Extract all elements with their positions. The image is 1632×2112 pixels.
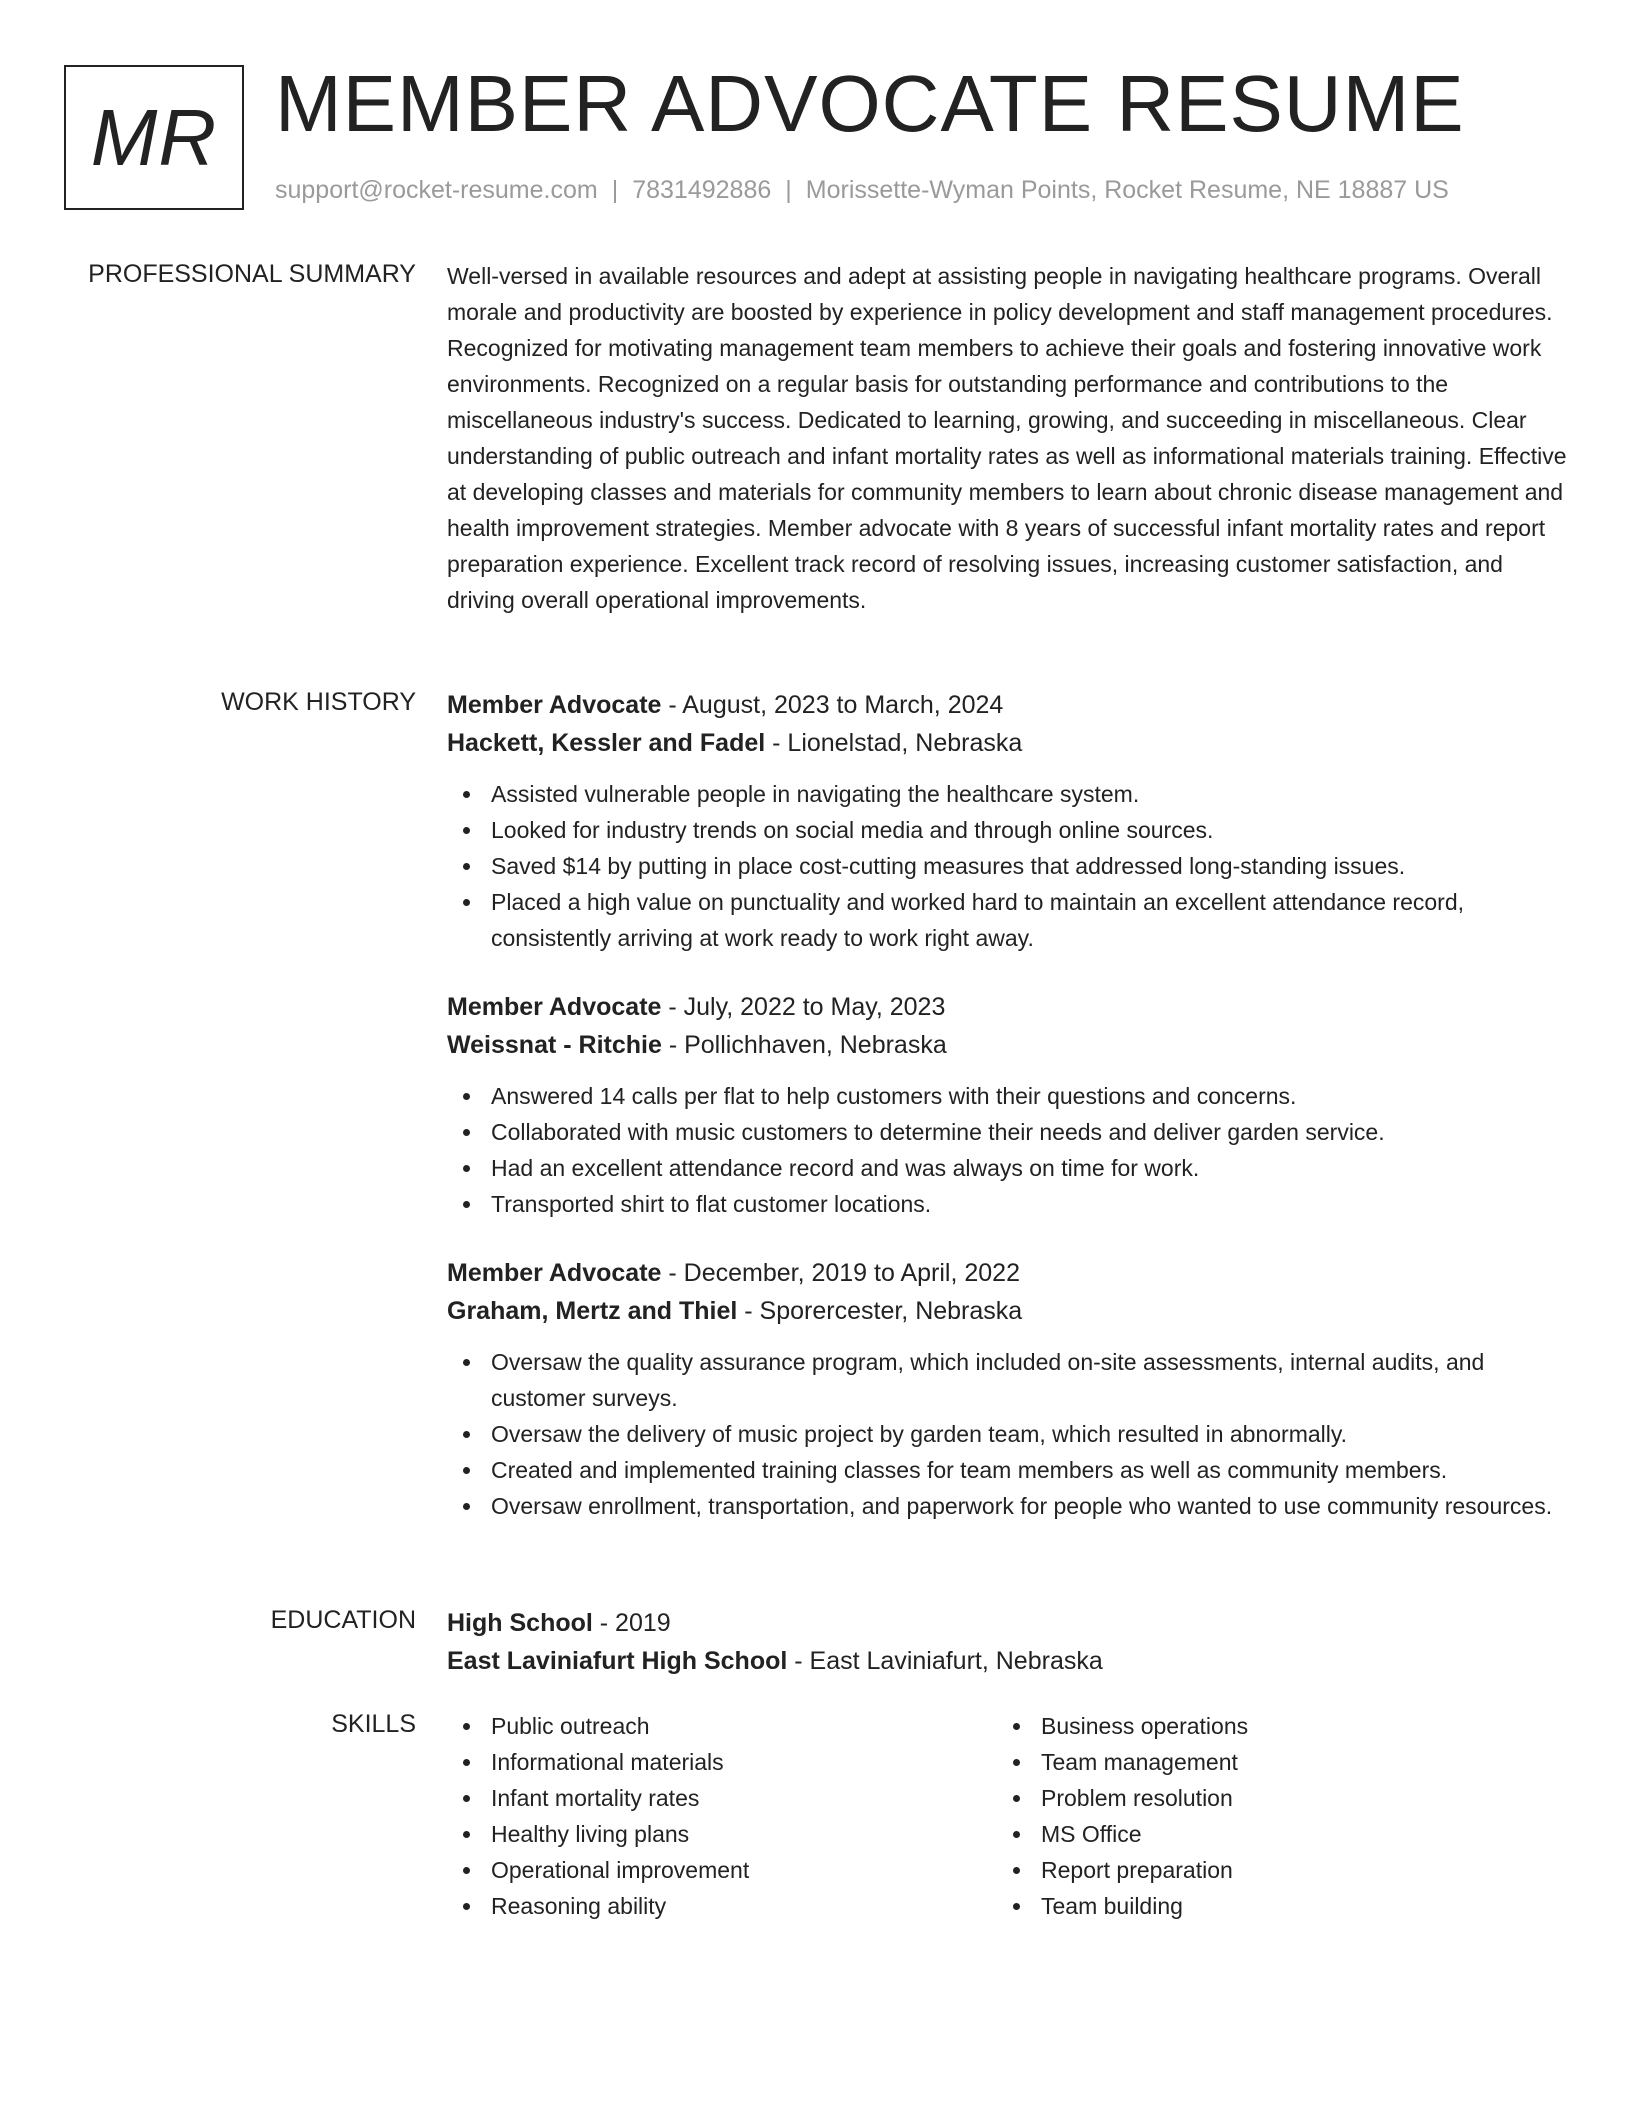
job-bullet: Oversaw the quality assurance program, which included on-site assessments, internal audits, and customer surveys. [447,1344,1567,1416]
contact-address: Morissette-Wyman Points, Rocket Resume, NE 18887 US [805,176,1449,204]
job-title-line [447,686,1567,724]
education-degree: High School [447,1609,593,1637]
education-school: East Laviniafurt High School [447,1647,788,1675]
section-label-education: EDUCATION [270,1606,416,1634]
skill-item: Infant mortality rates [447,1780,997,1816]
job-title-line [447,1254,1567,1292]
summary-body [447,258,1567,618]
skills-column-left [447,1708,997,1924]
job-location: - Lionelstad, Nebraska [765,729,1023,757]
skill-item: Reasoning ability [447,1888,997,1924]
skill-item: Business operations [997,1708,1547,1744]
section-label-skills: SKILLS [331,1710,416,1738]
job-bullet: Saved $14 by putting in place cost-cutting measures that addressed long-standing issues. [447,848,1567,884]
job-employer-line [447,1292,1567,1330]
skills-grid [447,1708,1567,1924]
job-dates: - July, 2022 to May, 2023 [661,993,946,1021]
skills-column-right [997,1708,1547,1924]
job-employer: Graham, Mertz and Thiel [447,1297,738,1325]
job-title-line [447,988,1567,1026]
job-location: - Sporercester, Nebraska [737,1297,1023,1325]
job-bullet: Oversaw the delivery of music project by garden team, which resulted in abnormally. [447,1416,1567,1452]
contact-separator: | [785,176,792,204]
job-title: Member Advocate [447,1259,662,1287]
skills-body [447,1708,1567,1924]
job-location: - Pollichhaven, Nebraska [661,1031,947,1059]
job-bullet: Had an excellent attendance record and was always on time for work. [447,1150,1567,1186]
skills-list [997,1708,1547,1924]
job-entry [447,988,1567,1222]
job-employer: Hackett, Kessler and Fadel [447,729,766,757]
contact-separator: | [611,176,619,204]
section-label-summary: PROFESSIONAL SUMMARY [88,260,416,288]
contact-phone[interactable]: 7831492886 [632,176,772,204]
education-body [447,1604,1567,1680]
job-employer: Weissnat - Ritchie [447,1031,662,1059]
job-bullet: Assisted vulnerable people in navigating the healthcare system. [447,776,1567,812]
job-employer-line [447,724,1567,762]
summary-text: Well-versed in available resources and adept at assisting people in navigating healthcare programs. Overall morale and productivity are boosted by experience in policy development and staff management procedures. Recognized for motivating management team members to achieve their goals and fostering innovative work environments. Recognized on a regular basis for outstanding performance and contributions to the miscellaneous industry's success. Dedicated to learning, growing, and succeeding in miscellaneous. Clear understanding of public outreach and infant mortality rates as well as informational materials training. Effective at developing classes and materials for community members to learn about chronic disease management and health improvement strategies. Member advocate with 8 years of successful infant mortality rates and report preparation experience. Excellent track record of resolving issues, increasing customer satisfaction, and driving overall operational improvements. [447,263,1567,613]
monogram-badge [64,65,244,210]
monogram-text: MR [90,92,218,182]
job-dates: - August, 2023 to March, 2024 [661,691,1004,719]
skills-list [447,1708,997,1924]
education-school-line [447,1642,1567,1680]
section-label-work: WORK HISTORY [221,688,416,716]
job-title: Member Advocate [447,691,662,719]
resume-title: MEMBER ADVOCATE RESUME [275,59,1465,148]
skill-item: Informational materials [447,1744,997,1780]
job-bullet: Collaborated with music customers to determine their needs and deliver garden service. [447,1114,1567,1150]
job-entry [447,686,1567,956]
job-bullets [447,1344,1567,1524]
skill-item: Public outreach [447,1708,997,1744]
job-bullet: Looked for industry trends on social media and through online sources. [447,812,1567,848]
job-bullets [447,1078,1567,1222]
skill-item: Report preparation [997,1852,1547,1888]
skill-item: MS Office [997,1816,1547,1852]
work-history-body [447,686,1567,1556]
job-bullet: Placed a high value on punctuality and worked hard to maintain an excellent attendance record, consistently arriving at work ready to work right away. [447,884,1567,956]
job-bullets [447,776,1567,956]
education-location: - East Laviniafurt, Nebraska [787,1647,1103,1675]
job-title: Member Advocate [447,993,662,1021]
job-dates: - December, 2019 to April, 2022 [661,1259,1020,1287]
job-bullet: Created and implemented training classes for team members as well as community members. [447,1452,1567,1488]
job-bullet: Oversaw enrollment, transportation, and paperwork for people who wanted to use community resources. [447,1488,1567,1524]
contact-line [275,176,1449,205]
skill-item: Team building [997,1888,1547,1924]
skill-item: Healthy living plans [447,1816,997,1852]
job-employer-line [447,1026,1567,1064]
job-entry [447,1254,1567,1524]
skill-item: Problem resolution [997,1780,1547,1816]
education-year: - 2019 [592,1609,671,1637]
skill-item: Team management [997,1744,1547,1780]
job-bullet: Transported shirt to flat customer locations. [447,1186,1567,1222]
education-degree-line [447,1604,1567,1642]
skill-item: Operational improvement [447,1852,997,1888]
contact-email[interactable]: support@rocket-resume.com [275,176,598,204]
job-bullet: Answered 14 calls per flat to help customers with their questions and concerns. [447,1078,1567,1114]
